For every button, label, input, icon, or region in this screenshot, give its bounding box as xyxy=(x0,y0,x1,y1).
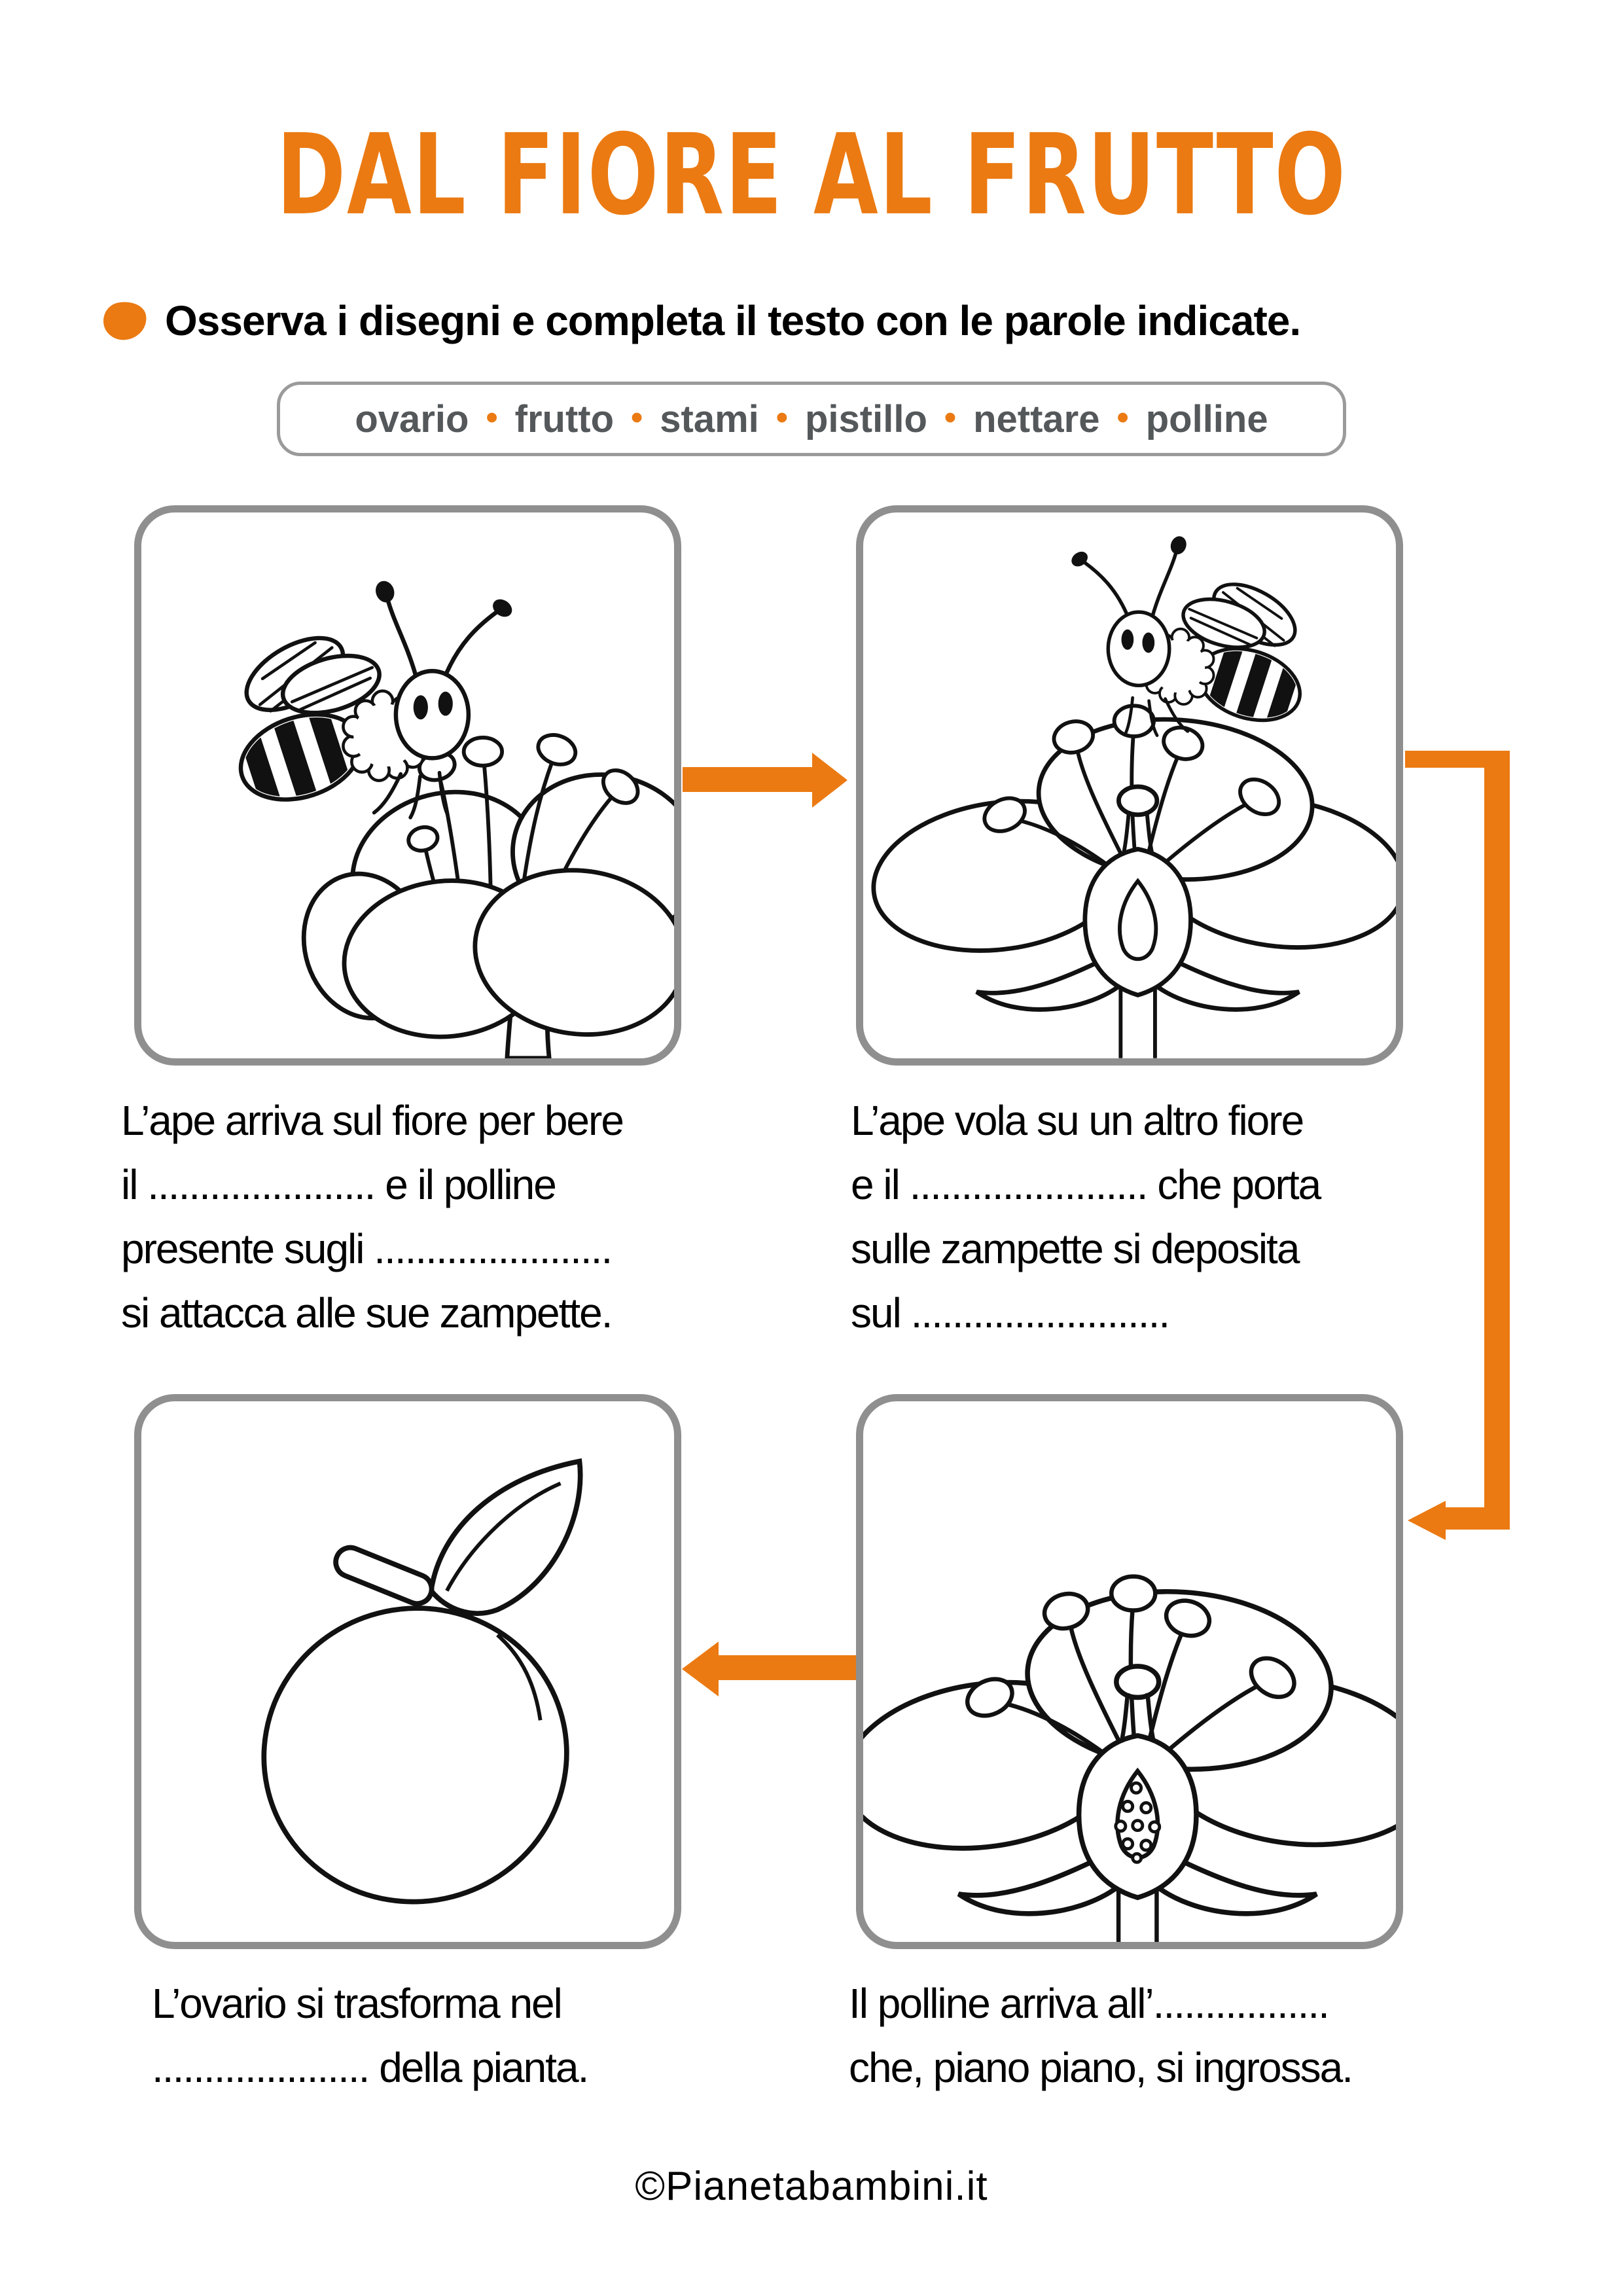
page-title: DAL FIORE AL FRUTTO xyxy=(276,110,1347,240)
flower-cross-section-icon xyxy=(864,706,1396,1058)
caption-line: L’ovario si trasforma nel xyxy=(152,1980,562,2027)
bullet-separator-icon: • xyxy=(486,399,498,437)
bullet-separator-icon: • xyxy=(1116,399,1129,437)
bee-icon xyxy=(1069,534,1311,738)
bullet-separator-icon: • xyxy=(944,399,957,437)
caption-line: che, piano piano, si ingrossa. xyxy=(849,2044,1352,2091)
arrow-left-icon xyxy=(682,1641,856,1696)
caption-line: L’ape vola su un altro fiore xyxy=(851,1097,1304,1144)
word-bank xyxy=(277,382,1346,456)
caption-panel-3 xyxy=(152,1971,588,2100)
panel-fruit xyxy=(134,1394,681,1949)
caption-line: sul ......................... xyxy=(851,1289,1169,1336)
bullet-separator-icon: • xyxy=(776,399,788,437)
panel-bee-on-second-flower xyxy=(856,505,1403,1066)
bee-and-flower-illustration xyxy=(141,512,674,1058)
caption-line: e il ....................... che porta xyxy=(851,1161,1321,1208)
caption-line: il ...................... e il polline xyxy=(121,1161,556,1208)
fruit-icon xyxy=(237,1462,594,1930)
panel-pollinated-flower xyxy=(856,1394,1403,1949)
flower-with-seeds-illustration xyxy=(863,1401,1396,1942)
caption-line: L’ape arriva sul fiore per bere xyxy=(121,1097,623,1144)
instruction-row xyxy=(103,295,1300,347)
bee-icon xyxy=(228,579,516,821)
bullet-separator-icon: • xyxy=(631,399,643,437)
word-bank-item: nettare xyxy=(973,397,1100,440)
caption-line: Il polline arriva all’................. xyxy=(849,1980,1329,2027)
word-bank-item: pistillo xyxy=(804,397,927,440)
word-bank-item: polline xyxy=(1145,397,1268,440)
caption-line: presente sugli ....................... xyxy=(121,1225,612,1272)
word-bank-item: frutto xyxy=(514,397,615,440)
word-bank-item: ovario xyxy=(355,397,469,440)
caption-panel-2 xyxy=(851,1088,1320,1345)
caption-line: ..................... della pianta. xyxy=(152,2044,588,2091)
fruit-illustration xyxy=(141,1401,674,1942)
caption-panel-1 xyxy=(121,1088,623,1345)
word-bank-item: stami xyxy=(660,397,759,440)
arrow-elbow-down-left-icon xyxy=(1405,751,1511,1540)
orange-blob-bullet-icon xyxy=(100,298,149,344)
flower-cross-section-icon xyxy=(863,1577,1396,1942)
bee-and-flower-cross-section-illustration xyxy=(863,512,1396,1058)
caption-line: si attacca alle sue zampette. xyxy=(121,1289,612,1336)
instruction-text: Osserva i disegni e completa il testo con le parole indicate. xyxy=(165,297,1301,344)
panel-bee-arrives-at-flower xyxy=(134,505,681,1066)
caption-panel-4 xyxy=(849,1971,1352,2100)
footer-credit: ©Pianetabambini.it xyxy=(635,2164,988,2209)
arrow-right-icon xyxy=(683,753,847,808)
caption-line: sulle zampette si deposita xyxy=(851,1225,1299,1272)
